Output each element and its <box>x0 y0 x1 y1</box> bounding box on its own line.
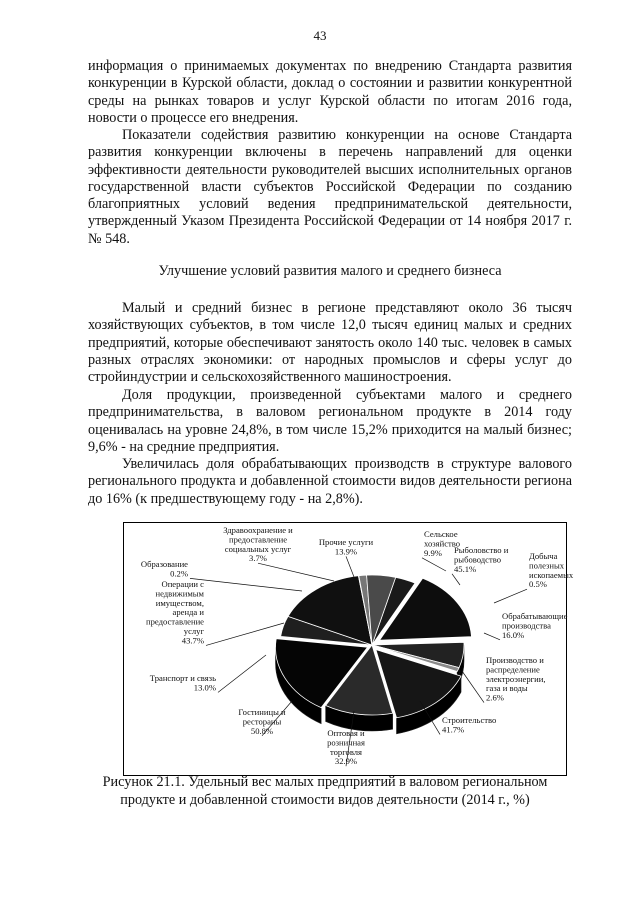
slice-value-label: 13.0% <box>193 682 216 693</box>
slice-label-line: аренда и <box>172 607 204 618</box>
slice-label-line: Гостиницы и <box>238 707 286 717</box>
slice-label-line: недвижимым <box>155 588 204 599</box>
page-number: 43 <box>313 28 327 43</box>
leader-line <box>218 655 266 692</box>
slice-value-label: 0.2% <box>170 568 188 579</box>
slice-label-line: имуществом, <box>155 597 204 608</box>
slice-label-line: Транспорт и связь <box>149 673 216 683</box>
leader-line <box>452 574 460 585</box>
slice-label-line: Добыча <box>529 551 558 561</box>
slice-value-label: 45.1% <box>454 563 477 574</box>
slice-label-line: торговля <box>329 746 363 757</box>
slice-label-line: Оптовая и <box>327 728 365 738</box>
paragraph-1-text: информация о принимаемых документах по внедрению Стандарта развития конкуренции в Курской области, доклад о состоянии и развитии конкурентной среды на рынках товаров и услуг Курской области по итогам 2016 года, новости о процессе его внедрения. <box>88 58 572 126</box>
slice-label-line: рестораны <box>242 716 282 727</box>
slice-label-line: рыбоводство <box>454 554 502 565</box>
pie-chart-figure <box>123 522 574 776</box>
leader-line <box>484 633 500 640</box>
pie-slices-layer <box>276 575 472 718</box>
leader-line <box>206 623 284 645</box>
slice-label-line: Строительство <box>442 715 497 725</box>
slice-label-line: социальных услуг <box>224 543 292 554</box>
slice-label-line: Сельское <box>424 529 458 539</box>
paragraph-3 <box>88 300 572 386</box>
paragraph-1 <box>88 58 572 127</box>
leader-line <box>190 578 302 591</box>
paragraph-4 <box>88 387 572 456</box>
slice-value-label: 3.7% <box>249 553 267 564</box>
slice-label-line: предоставление <box>145 616 204 627</box>
slice-value-label: 50.8% <box>250 725 274 736</box>
paragraph-2-text: Показатели содействия развитию конкуренции на основе Стандарта развития конкуренции включены в перечень направлений для оценки эффективности деятельности руководителей высших исполнительных органов государственной власти субъектов Российской Федерации по созданию благоприятных условий ведения предпринимательской деятельности, утвержденный Указом Президента Российской Федерации от 14 ноября 2017 г. № 548. <box>88 127 572 247</box>
paragraph-5-text: Увеличилась доля обрабатывающих производств в структуре валового регионального продукта и добавленной стоимости видов деятельности региона до 16% (к предшествующему году - на 2,8%). <box>88 456 572 507</box>
slice-label-line: Рыболовство и <box>454 545 509 555</box>
slice-value-label: 41.7% <box>442 724 465 735</box>
slice-label-line: производства <box>502 620 551 631</box>
paragraph-3-text: Малый и средний бизнес в регионе представляют около 36 тысяч хозяйствующих субъектов, в том числе 12,0 тысяч единиц малых и средних предприятий, которые обеспечивают занятость около 140 тыс. человек в самых разных отраслях экономики: от народных промыслов и сферы услуг до стройиндустрии и сельскохозяйственного машиностроения. <box>88 300 572 386</box>
paragraph-4-text: Доля продукции, произведенной субъектами малого и среднего предпринимательства, в валовом региональном продукте в 2014 году оценивалась на уровне 24,8%, в том числе 15,2% приходится на малый бизнес; 9,6% - на средние предприятия. <box>88 387 572 455</box>
slice-label-line: распределение <box>486 664 540 675</box>
slice-label-line: Прочие услуги <box>318 537 374 547</box>
paragraph-2 <box>88 127 572 248</box>
leader-line <box>462 671 484 703</box>
slice-label-line: предоставление <box>228 534 288 545</box>
slice-value-label: 16.0% <box>502 629 525 640</box>
leader-line <box>258 563 334 581</box>
slice-label-line: Обрабатывающие <box>502 611 568 621</box>
slice-value-label: 43.7% <box>181 635 204 646</box>
slice-label-line: газа и воды <box>486 683 528 694</box>
figure-caption: Рисунок 21.1. Удельный вес малых предприятий в валовом региональном продукте и добавленной стоимости видов деятельности (2014 г., %) <box>102 774 548 808</box>
leader-line <box>494 589 527 603</box>
slice-label-line: ископаемых <box>529 569 574 580</box>
leader-line <box>346 556 354 577</box>
leader-line <box>422 558 446 571</box>
slice-label-line: хозяйство <box>424 538 461 549</box>
slice-label-line: Операции с <box>161 579 204 589</box>
paragraph-5 <box>88 456 572 508</box>
slice-label-line: электроэнергии, <box>486 673 546 684</box>
slice-value-label: 0.5% <box>529 579 547 590</box>
slice-label-line: Образование <box>140 559 188 569</box>
slice-value-label: 13.9% <box>334 546 358 557</box>
slice-value-label: 2.6% <box>486 692 504 703</box>
slice-label-line: Здравоохранение и <box>223 525 293 535</box>
pie-labels-layer <box>141 525 574 766</box>
slice-label-line: Производство и <box>486 655 544 665</box>
slice-label-line: услуг <box>183 626 204 636</box>
slice-value-label: 9.9% <box>424 547 442 558</box>
slice-label-line: полезных <box>529 560 565 571</box>
slice-value-label: 32.9% <box>334 756 358 767</box>
slice-label-line: розничная <box>327 737 365 748</box>
section-heading: Улучшение условий развития малого и среднего бизнеса <box>158 263 502 279</box>
pie-chart <box>124 523 574 775</box>
